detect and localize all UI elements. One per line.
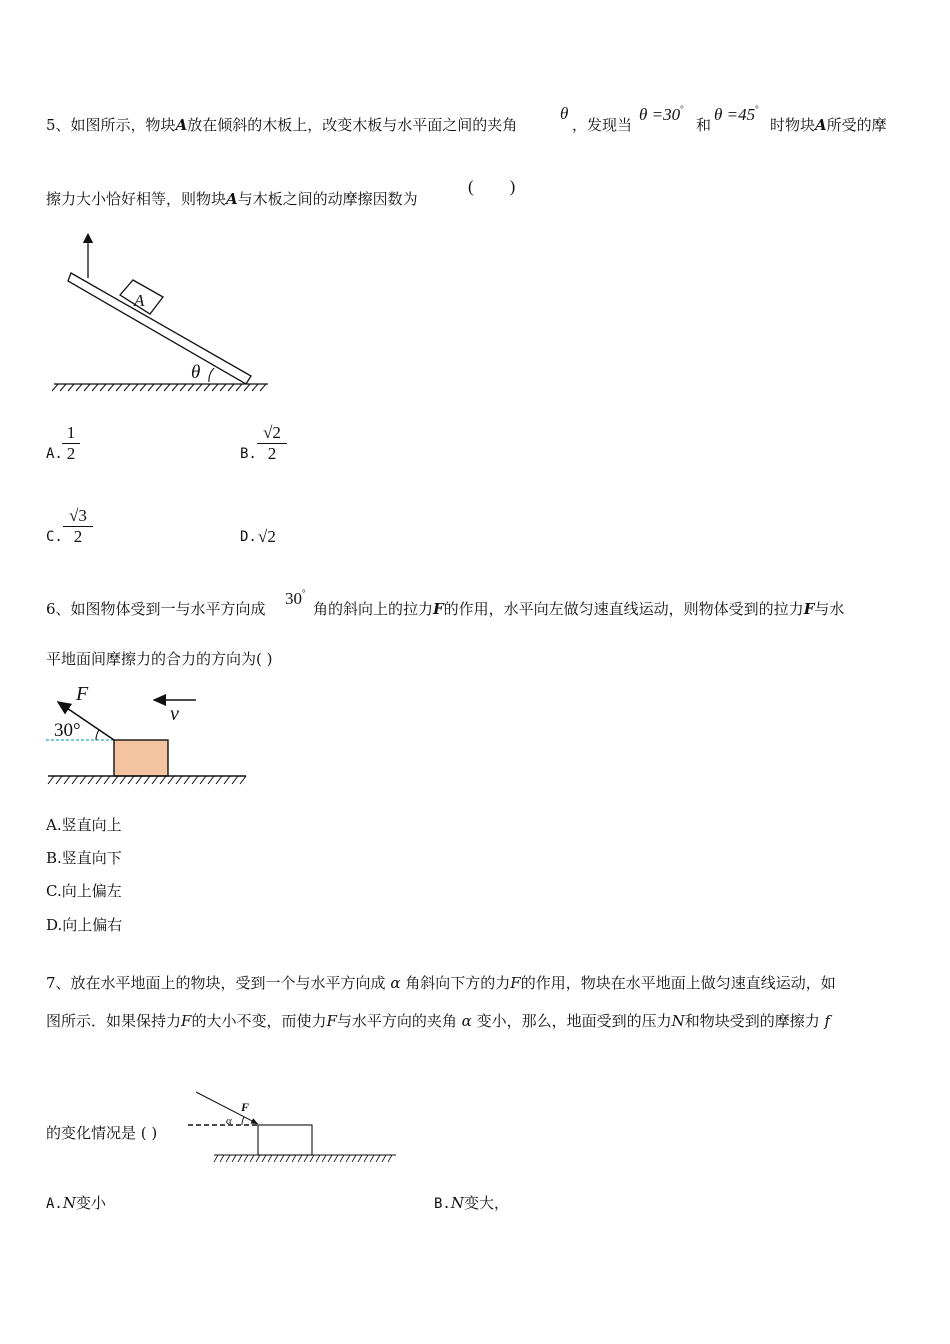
q5-option-c-label: C. <box>46 529 63 545</box>
q6-option-b: B.竖直向下 <box>46 849 122 867</box>
q7-line3: 的变化情况是 ( ) <box>46 1124 158 1142</box>
q7-option-a: A.N变小 <box>46 1194 106 1212</box>
q6-number: 6、 <box>46 600 71 618</box>
velocity-label: v <box>170 703 179 725</box>
q5-line1-end: 时物块A所受的摩 <box>770 116 887 134</box>
q5-option-a-label: A. <box>46 446 63 462</box>
q5-number: 5、 <box>46 116 71 134</box>
q6-option-d: D.向上偏右 <box>46 916 123 934</box>
q6-block-figure <box>46 680 252 792</box>
q5-option-c-fraction: √3 2 <box>63 507 93 546</box>
force-f-label: F <box>76 683 89 705</box>
q7-option-b: B.N变大， <box>434 1194 509 1212</box>
angle-arc <box>209 368 214 382</box>
var-alpha: α <box>390 974 401 992</box>
q7-line2: 图所示．如果保持力F的大小不变，而使力F与水平方向的夹角 α 变小，那么，地面受到的压力N和物块受到的摩擦力 f <box>46 1012 831 1030</box>
var-F: F <box>510 974 521 992</box>
q7-line1: 7、放在水平地面上的物块，受到一个与水平方向成 α 角斜向下方的力F的作用，物块在水平地面上做匀速直线运动，如 <box>46 974 836 992</box>
angle-arc <box>242 1117 244 1125</box>
q5-answer-paren: ( ) <box>468 177 516 196</box>
alpha-label: α <box>226 1115 232 1127</box>
block <box>114 740 168 776</box>
q6-option-c: C.向上偏左 <box>46 882 122 900</box>
angle-30-label: 30° <box>54 720 81 741</box>
ground-hatching <box>214 1155 392 1162</box>
q5-line2: 擦力大小恰好相等，则物块A与木板之间的动摩擦因数为 <box>46 190 418 208</box>
var-F: F <box>433 600 444 618</box>
var-N: N <box>671 1012 685 1030</box>
q5-option-d-label: D. <box>240 529 257 545</box>
q5-eq-30: θ =30° <box>639 104 684 124</box>
var-f: f <box>824 1012 831 1030</box>
q5-option-d-value: √2 <box>258 527 276 546</box>
q6-angle: 30° <box>285 588 306 608</box>
ground-hatching <box>48 776 246 784</box>
block <box>258 1125 312 1155</box>
q6-line1-start: 6、如图物体受到一与水平方向成 <box>46 600 266 618</box>
inclined-board <box>68 273 251 384</box>
ground-hatching <box>52 384 266 391</box>
q6-option-a: A.竖直向上 <box>46 816 122 834</box>
q5-eq-45: θ =45° <box>714 104 759 124</box>
q5-line1: 5、如图所示，物块A放在倾斜的木板上，改变木板与水平面之间的夹角 <box>46 116 518 134</box>
q7-number: 7、 <box>46 974 71 992</box>
q5-theta: θ <box>560 104 569 123</box>
var-A: A <box>175 116 188 134</box>
q7-block-figure <box>186 1086 400 1170</box>
q5-line1-c: ，发现当 <box>572 116 633 134</box>
block-a-label: A <box>134 291 145 310</box>
force-f-label: F <box>241 1100 250 1114</box>
q5-incline-figure <box>46 228 276 398</box>
q5-option-b-label: B. <box>240 446 257 462</box>
theta-label: θ <box>191 362 201 383</box>
q5-and: 和 <box>696 116 712 134</box>
q6-line1-end: 角的斜向上的拉力F的作用，水平向左做匀速直线运动，则物体受到的拉力F与水 <box>313 600 845 618</box>
q5-option-a-fraction: 1 2 <box>62 424 80 463</box>
angle-arc <box>96 730 99 740</box>
q6-line2: 平地面间摩擦力的合力的方向为( ) <box>46 650 273 668</box>
q5-option-b-fraction: √2 2 <box>257 424 287 463</box>
